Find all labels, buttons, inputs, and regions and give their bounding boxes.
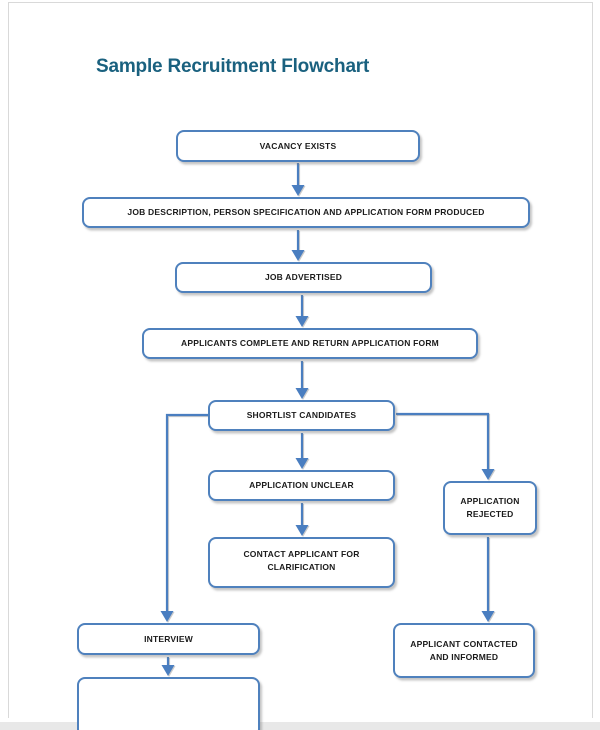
node-label: APPLICATION REJECTED	[460, 496, 520, 519]
node-job-advertised	[175, 262, 432, 293]
node-interview	[77, 623, 260, 655]
page-edge-left	[8, 2, 9, 718]
node-label: JOB DESCRIPTION, PERSON SPECIFICATION AND APPLICATION FORM PRODUCED	[127, 207, 485, 218]
node-applicant-contacted-and-informed	[393, 623, 535, 678]
node-label: INTERVIEW	[144, 633, 193, 644]
node-unlabeled-bottom-cutoff	[77, 677, 260, 730]
page-title: Sample Recruitment Flowchart	[96, 56, 370, 77]
node-label: JOB ADVERTISED	[264, 272, 343, 283]
node-application-unclear	[208, 470, 395, 501]
page-edge-top	[8, 2, 593, 3]
node-job-description	[82, 197, 530, 228]
node-applicants-complete	[142, 328, 478, 359]
node-label: APPLICATION UNCLEAR	[249, 480, 354, 491]
node-label: APPLICANTS COMPLETE AND RETURN APPLICATION FORM	[181, 338, 439, 349]
node-shortlist-candidates	[208, 400, 395, 431]
node-label: APPLICANT CONTACTED AND INFORMED	[410, 638, 518, 662]
arrow-shortlist-to-applicationrejected	[396, 414, 488, 470]
node-label: VACANCY EXISTS	[259, 140, 337, 151]
node-contact-applicant-for-clarification	[208, 537, 395, 588]
node-vacancy-exists	[176, 130, 420, 162]
node-label: SHORTLIST CANDIDATES	[246, 410, 357, 421]
arrow-shortlist-to-interview	[167, 415, 208, 612]
node-application-rejected	[443, 481, 537, 535]
node-label: CONTACT APPLICANT FOR CLARIFICATION	[243, 549, 360, 572]
page-edge-right	[592, 2, 593, 718]
